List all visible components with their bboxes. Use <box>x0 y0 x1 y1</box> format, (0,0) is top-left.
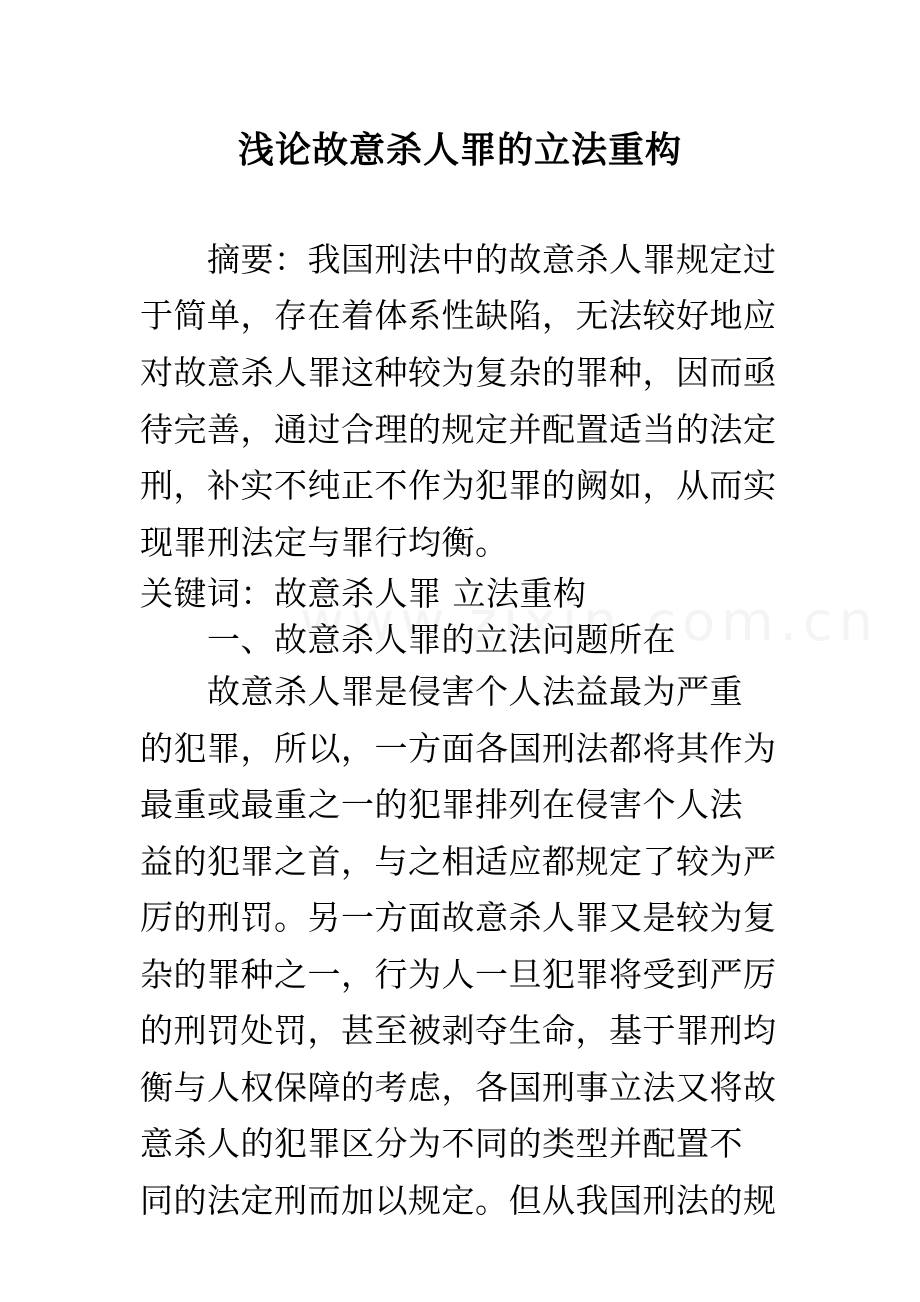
abstract-line: 于简单，存在着体系性缺陷，无法较好地应 <box>140 296 777 335</box>
document-title: 浅论故意杀人罪的立法重构 <box>237 129 682 171</box>
abstract-line: 摘要：我国刑法中的故意杀人罪规定过 <box>207 240 777 279</box>
body-line: 的刑罚处罚，甚至被剥夺生命，基于罪刑均 <box>140 1011 777 1050</box>
body-line: 故意杀人罪是侵害个人法益最为严重 <box>207 672 743 711</box>
keywords-line: 关键词：故意杀人罪 立法重构 <box>140 574 587 613</box>
body-line: 最重或最重之一的犯罪排列在侵害个人法 <box>140 785 743 824</box>
abstract-line: 刑，补实不纯正不作为犯罪的阙如，从而实 <box>140 466 777 505</box>
body-line: 杂的罪种之一，行为人一旦犯罪将受到严厉 <box>140 955 777 994</box>
body-line: 厉的刑罚。另一方面故意杀人罪又是较为复 <box>140 898 777 937</box>
abstract-line: 待完善，通过合理的规定并配置适当的法定 <box>140 410 777 449</box>
body-line: 衡与人权保障的考虑，各国刑事立法又将故 <box>140 1068 777 1107</box>
body-line: 益的犯罪之首，与之相适应都规定了较为严 <box>140 842 777 881</box>
body-line: 意杀人的犯罪区分为不同的类型并配置不 <box>140 1124 743 1163</box>
body-line: 的犯罪，所以，一方面各国刑法都将其作为 <box>140 729 777 768</box>
abstract-line: 现罪刑法定与罪行均衡。 <box>140 523 509 562</box>
abstract-line: 对故意杀人罪这种较为复杂的罪种，因而亟 <box>140 353 777 392</box>
body-line: 同的法定刑而加以规定。但从我国刑法的规 <box>140 1181 777 1220</box>
section-heading: 一、故意杀人罪的立法问题所在 <box>207 620 676 659</box>
